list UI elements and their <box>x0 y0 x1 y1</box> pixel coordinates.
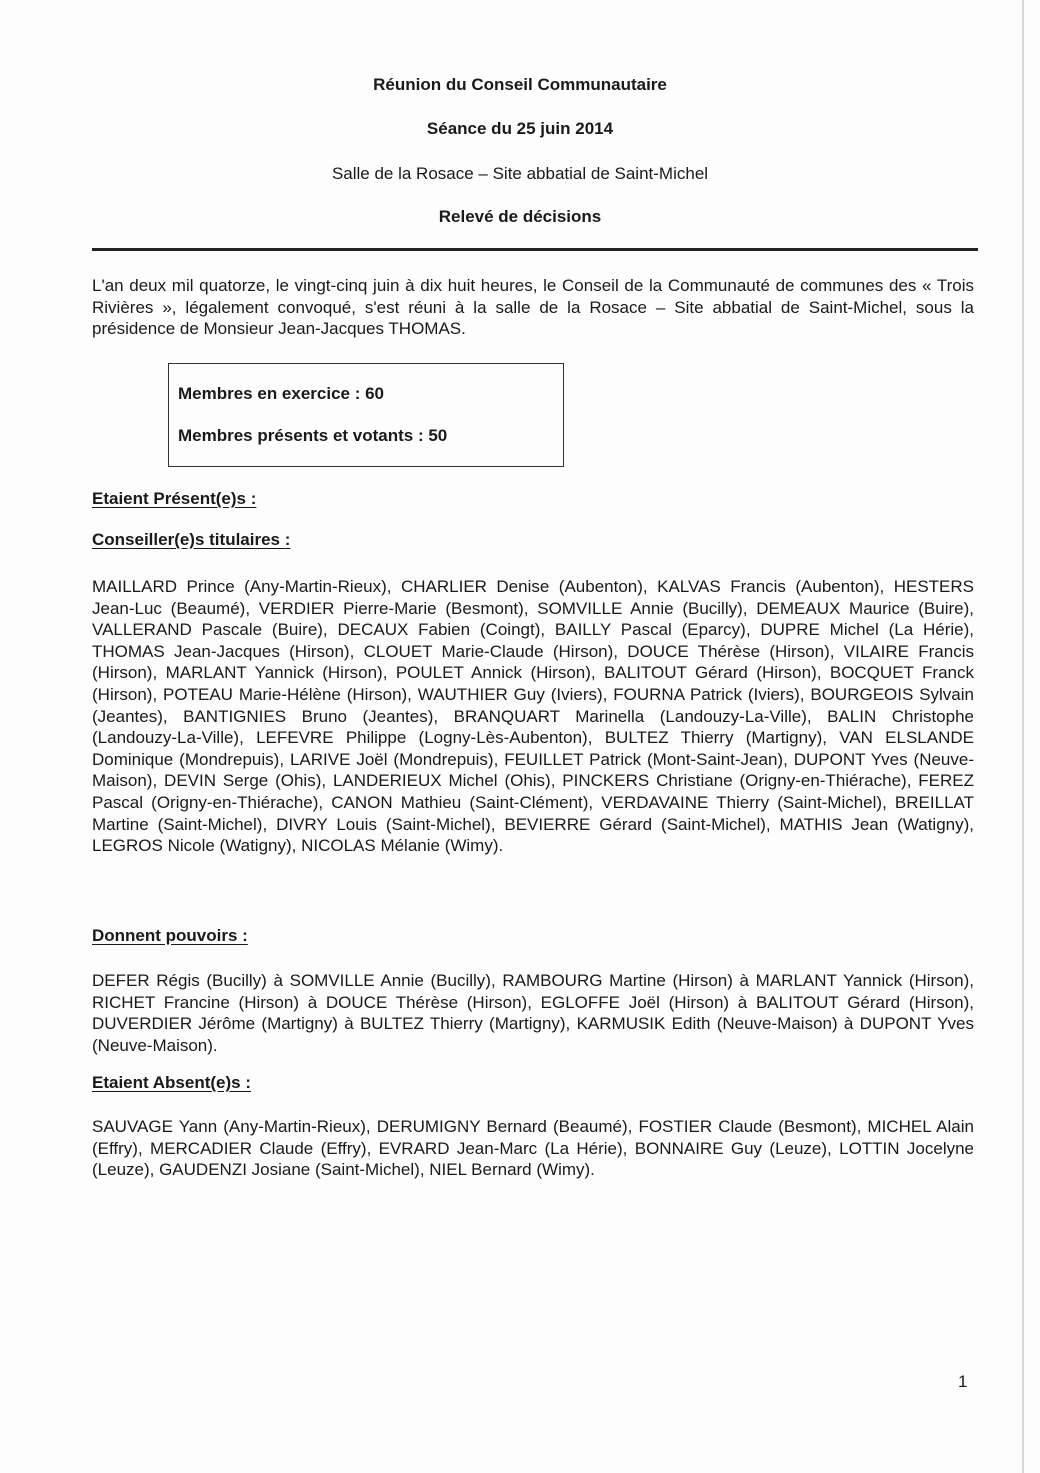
titulaires-list: MAILLARD Prince (Any-Martin-Rieux), CHARLIER Denise (Aubenton), KALVAS Francis (Aubenton), HESTERS Jean-Luc (Beaumé), VERDIER Pierre-Marie (Besmont), SOMVILLE Annie (Bucilly), DEMEAUX Maurice (Buire), VALLERAND Pascale (Buire), DECAUX Fabien (Coingt), BAILLY Pascal (Eparcy), DUPRE Michel (La Hérie), THOMAS Jean-Jacques (Hirson), CLOUET Marie-Claude (Hirson), DOUCE Thérèse (Hirson), VILAIRE Francis (Hirson), MARLANT Yannick (Hirson), POULET Annick (Hirson), BALITOUT Gérard (Hirson), BOCQUET Franck (Hirson), POTEAU Marie-Hélène (Hirson), WAUTHIER Guy (Iviers), FOURNA Patrick (Iviers), BOURGEOIS Sylvain (Jeantes), BANTIGNIES Bruno (Jeantes), BRANQUART Marinella (Landouzy-La-Ville), BALIN Christophe (Landouzy-La-Ville), LEFEVRE Philippe (Logny-Lès-Aubenton), BULTEZ Thierry (Martigny), VAN ELSLANDE Dominique (Mondrepuis), LARIVE Joël (Mondrepuis), FEUILLET Patrick (Mont-Saint-Jean), DUPONT Yves (Neuve-Maison), DEVIN Serge (Ohis), LANDERIEUX Michel (Ohis), PINCKERS Christiane (Origny-en-Thiérache), FEREZ Pascal (Origny-en-Thiérache), CANON Mathieu (Saint-Clément), VERDAVAINE Thierry (Saint-Michel), BREILLAT Martine (Saint-Michel), DIVRY Louis (Saint-Michel), BEVIERRE Gérard (Saint-Michel), MATHIS Jean (Watigny), LEGROS Nicole (Watigny), NICOLAS Mélanie (Wimy). <box>92 577 974 856</box>
members-presents: Membres présents et votants : 50 <box>178 426 448 445</box>
presents-heading: Etaient Présent(e)s : <box>92 489 257 508</box>
document-subtitle: Relevé de décisions <box>438 207 602 226</box>
absents-heading: Etaient Absent(e)s : <box>92 1073 252 1092</box>
page-number: 1 <box>958 1372 968 1391</box>
members-exercice: Membres en exercice : 60 <box>178 384 385 403</box>
pouvoirs-heading: Donnent pouvoirs : <box>92 926 248 945</box>
intro-paragraph: L'an deux mil quatorze, le vingt-cinq juin à dix huit heures, le Conseil de la Communauté de communes des « Trois Rivières », légalement convoqué, s'est réuni à la salle de la Rosace – Site abbatial de Saint-Michel, sous la présidence de Monsieur Jean-Jacques THOMAS. <box>92 276 974 339</box>
absents-list: SAUVAGE Yann (Any-Martin-Rieux), DERUMIGNY Bernard (Beaumé), FOSTIER Claude (Besmont), MICHEL Alain (Effry), MERCADIER Claude (Effry), EVRARD Jean-Marc (La Hérie), BONNAIRE Guy (Leuze), LOTTIN Jocelyne (Leuze), GAUDENZI Josiane (Saint-Michel), NIEL Bernard (Wimy). <box>92 1117 974 1180</box>
pouvoirs-list: DEFER Régis (Bucilly) à SOMVILLE Annie (Bucilly), RAMBOURG Martine (Hirson) à MARLANT Yannick (Hirson), RICHET Francine (Hirson) à DOUCE Thérèse (Hirson), EGLOFFE Joël (Hirson) à BALITOUT Gérard (Hirson), DUVERDIER Jérôme (Martigny) à BULTEZ Thierry (Martigny), KARMUSIK Edith (Neuve-Maison) à DUPONT Yves (Neuve-Maison). <box>92 971 974 1055</box>
meeting-location: Salle de la Rosace – Site abbatial de Saint-Michel <box>331 164 709 183</box>
titulaires-heading: Conseiller(e)s titulaires : <box>92 530 291 549</box>
header-divider <box>92 248 978 251</box>
document-title: Réunion du Conseil Communautaire <box>373 75 667 94</box>
seance-date: Séance du 25 juin 2014 <box>426 119 614 138</box>
members-box <box>168 363 564 467</box>
